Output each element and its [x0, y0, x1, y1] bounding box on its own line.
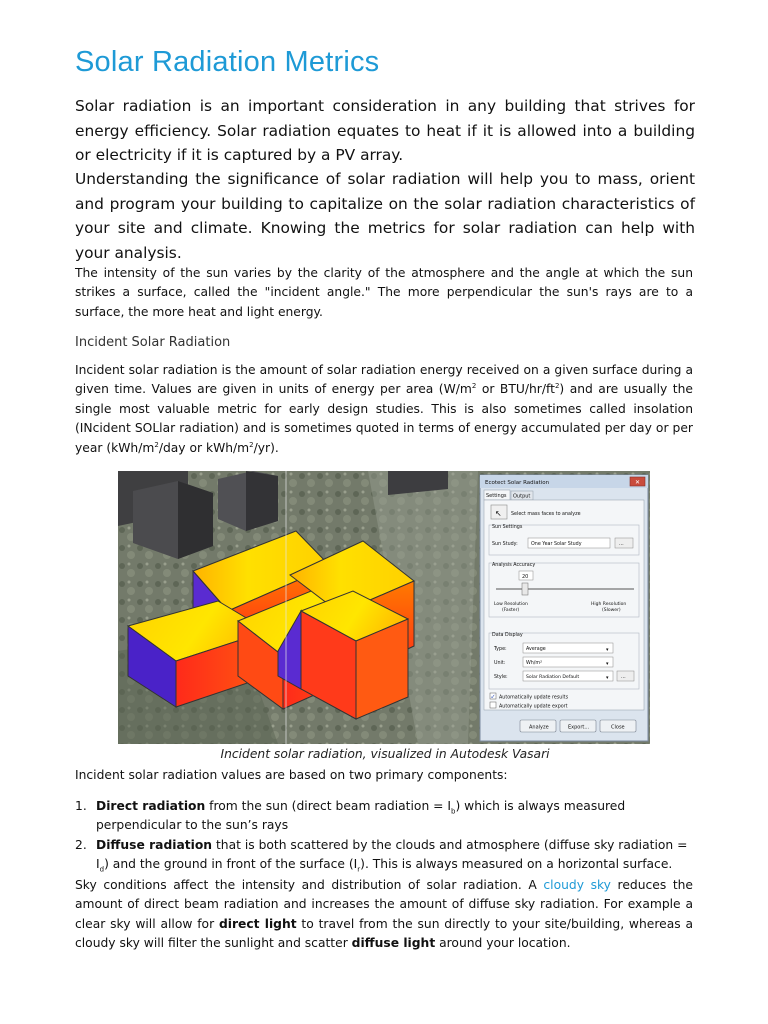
list-number: 2.	[75, 838, 87, 852]
direct-light-term: direct light	[218, 916, 297, 931]
tab-output-label: Output	[513, 493, 531, 500]
data-display-label: Data Display	[492, 633, 523, 638]
superscript: 2	[471, 382, 477, 391]
unit-label: Unit:	[494, 661, 506, 666]
list-item-body: ) which is always measured perpendicular to the sun’s rays	[96, 799, 626, 833]
incident-text-5: /yr).	[253, 440, 279, 455]
select-faces-label: Select mass faces to analyze	[511, 512, 581, 517]
section-heading: Incident Solar Radiation	[75, 335, 231, 350]
accuracy-value: 20	[522, 574, 529, 580]
sky-text: to travel from the sun directly to your site/building, whereas a cloudy sky will filter the sunlight and scatter	[75, 916, 693, 951]
sky-paragraph	[75, 876, 693, 954]
sun-study-browse-button[interactable]	[615, 538, 633, 548]
accuracy-label: Analysis Accuracy	[492, 563, 536, 568]
auto-update-label: Automatically update results	[499, 695, 569, 701]
subscript: r	[357, 865, 361, 874]
cursor-icon: ↖	[495, 509, 502, 518]
high-resolution-sub: (Slower)	[602, 608, 621, 613]
incident-text-3: ) and are usually the single most valuable metric for early design studies. This is also sometimes called insolation (INcident SOLlar radiation) and is sometimes quoted in terms of energy accumulated per day or per year (kWh/m	[75, 382, 693, 455]
incident-text-4: /day or kWh/m	[158, 440, 250, 455]
list-item-term: Direct radiation	[96, 799, 206, 813]
superscript: 2	[554, 382, 560, 391]
style-label: Style:	[494, 675, 508, 680]
lead-paragraph-2: Understanding the significance of solar radiation will help you to mass, orient and program your building to capitalize on the solar radiation characteristics of your site and climate. Knowing the metrics for solar radiation can help with your analysis.	[75, 170, 695, 262]
list-item-text	[96, 836, 693, 875]
components-intro: Incident solar radiation values are based on two primary components:	[75, 768, 508, 782]
sun-study-label: Sun Study:	[492, 542, 518, 547]
figure-caption: Incident solar radiation, visualized in Autodesk Vasari	[220, 747, 550, 761]
superscript: 2	[249, 440, 254, 449]
close-label: Close	[611, 724, 625, 731]
chevron-down-icon: ▾	[606, 661, 609, 667]
low-resolution-sub: (Faster)	[502, 608, 520, 613]
browse-label: ...	[621, 674, 626, 680]
sky-text: around your location.	[435, 936, 571, 951]
page-title: Solar Radiation Metrics	[75, 46, 380, 78]
incident-text-2: or BTU/hr/ft	[476, 382, 555, 397]
intro-paragraph: The intensity of the sun varies by the clarity of the atmosphere and the angle at which the sun strikes a surface, called the "incident angle." The more perpendicular the sun's rays are to a surface, the more heat and light energy.	[75, 266, 693, 319]
subscript: d	[99, 865, 105, 874]
close-icon: ✕	[635, 479, 641, 486]
superscript: 2	[154, 440, 159, 449]
browse-label: ...	[619, 541, 624, 547]
list-item-body: ) and the ground in front of the surface (I	[104, 857, 358, 872]
high-resolution-label: High Resolution	[591, 602, 627, 607]
auto-export-label: Automatically update export	[499, 704, 568, 710]
vasari-figure	[118, 471, 650, 744]
list-item-body: that is both scattered by the clouds and atmosphere (diffuse sky radiation = I	[96, 838, 688, 872]
analyze-label: Analyze	[529, 724, 549, 731]
list-item-body: ). This is always measured on a horizontal surface.	[360, 857, 673, 872]
diffuse-light-term: diffuse light	[351, 936, 436, 951]
list-item-body: from the sun (direct beam radiation = I	[205, 799, 451, 813]
incident-text-1: Incident solar radiation is the amount of solar radiation energy received on a given surface during a given time. Values are given in units of energy per area (W/m	[75, 363, 693, 397]
list-number: 1.	[75, 799, 87, 813]
sky-text: reduces the amount of direct beam radiation and increases the amount of diffuse sky radiation. For example a clear sky will allow for	[75, 878, 693, 931]
unit-value: Wh/m²	[526, 661, 542, 666]
auto-export-checkbox[interactable]	[490, 702, 496, 708]
low-resolution-label: Low Resolution	[494, 602, 528, 607]
list-item	[75, 797, 693, 836]
list-item	[75, 836, 693, 875]
sun-study-value: One Year Solar Study	[531, 542, 582, 547]
style-value: Solar Radiation Default	[526, 675, 580, 680]
type-value: Average	[526, 647, 546, 652]
lead-paragraph-1: Solar radiation is an important consideration in any building that strives for energy efficiency. Solar radiation equates to heat if it is allowed into a building or electricity if it is captured by a PV array.	[75, 97, 695, 164]
ecotect-dialog	[480, 475, 648, 741]
cloudy-sky-link[interactable]: cloudy sky	[543, 878, 611, 892]
tab-settings-label: Settings	[486, 493, 507, 499]
chevron-down-icon: ▾	[606, 675, 609, 681]
sun-settings-label: Sun Settings	[492, 525, 523, 530]
accuracy-slider-handle[interactable]	[522, 583, 528, 595]
incident-paragraph	[75, 361, 693, 458]
dialog-title: Ecotect Solar Radiation	[485, 480, 550, 486]
sky-text: Sky conditions affect the intensity and distribution of solar radiation. A	[75, 878, 544, 892]
list-item-term: Diffuse radiation	[96, 838, 213, 852]
subscript: b	[450, 807, 456, 816]
checkmark-icon: ✓	[490, 693, 496, 701]
list-item-text	[96, 797, 693, 836]
type-label: Type:	[494, 647, 507, 652]
vasari-screenshot	[118, 471, 650, 744]
export-label: Export...	[568, 724, 590, 731]
chevron-down-icon: ▾	[606, 647, 609, 653]
